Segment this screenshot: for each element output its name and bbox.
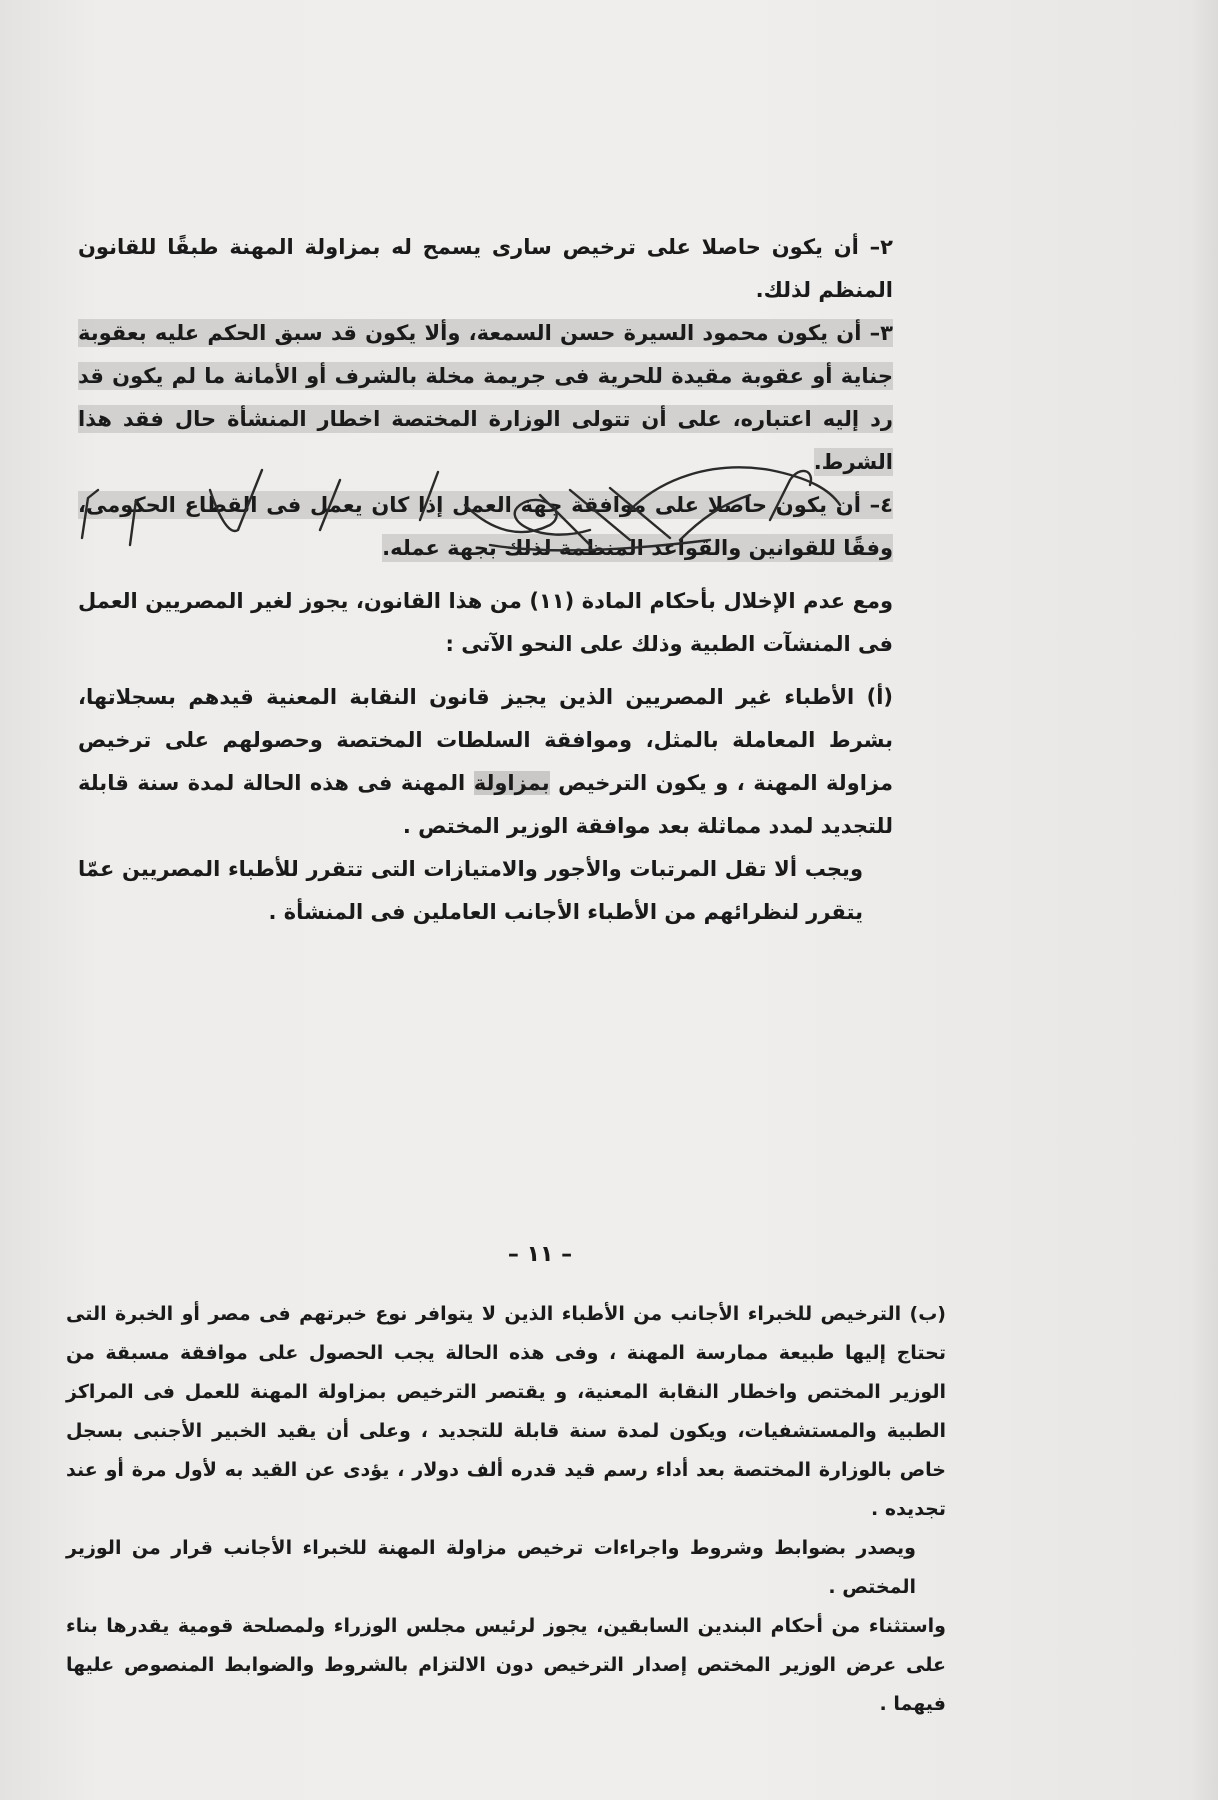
highlighted-word: بمزاولة bbox=[473, 771, 550, 795]
page-number: – ١١ – bbox=[507, 1242, 573, 1267]
regulations-paragraph bbox=[66, 1529, 946, 1607]
point-b-text: (ب) الترخيص للخبراء الأجانب من الأطباء الذين لا يتوافر نوع خبرتهم فى مصر أو الخبرة التى تحتاج إليها طبيعة ممارسة المهنة ، وفى هذه الحالة يجب الحصول على موافقة مسبقة من الوزير المختص واخطار النقابة المعنية، و يقتصر الترخيص بمزاولة المهنة للعمل فى المراكز الطبية والمستشفيات، ويكون لمدة سنة قابلة للتجديد ، وعلى أن يقيد الخبير الأجنبى بسجل خاص بالوزارة المختصة بعد أداء رسم قيد قدره ألف دولار ، يؤدى عن القيد به لأول مرة أو عند تجديده . bbox=[66, 1303, 946, 1520]
point-a-text-part1: (أ) الأطباء غير المصريين الذين يجيز قانون النقابة المعنية قيدهم بسجلاتها، بشرط المعاملة بالمثل، وموافقة السلطات المختصة وحصولهم على ترخيص مزاولة المهنة ، و يكون الترخيص bbox=[78, 685, 893, 795]
foreigners-intro-paragraph bbox=[78, 580, 893, 666]
exception-text: واستثناء من أحكام البندين السابقين، يجوز لرئيس مجلس الوزراء ولمصلحة قومية يقدرها بناء على عرض الوزير المختص إصدار الترخيص دون الالتزام بالشروط والضوابط المنصوص عليها فيهما . bbox=[66, 1615, 946, 1715]
regulations-text: ويصدر بضوابط وشروط واجراءات ترخيص مزاولة المهنة للخبراء الأجانب قرار من الوزير المختص . bbox=[66, 1537, 916, 1598]
wages-text: ويجب ألا تقل المرتبات والأجور والامتيازات التى تتقرر للأطباء المصريين عمّا يتقرر لنظرائهم من الأطباء الأجانب العاملين فى المنشأة . bbox=[78, 857, 863, 924]
bottom-text-section bbox=[66, 1295, 946, 1724]
condition-item-2-text: ٢– أن يكون حاصلا على ترخيص سارى يسمح له بمزاولة المهنة طبقًا للقانون المنظم لذلك. bbox=[78, 235, 893, 302]
page-edge-shadow bbox=[1188, 0, 1218, 1800]
condition-item-2 bbox=[78, 226, 893, 312]
point-b-paragraph bbox=[66, 1295, 946, 1529]
condition-item-3 bbox=[78, 312, 893, 484]
point-a-paragraph bbox=[78, 676, 893, 848]
exception-paragraph bbox=[66, 1607, 946, 1724]
wages-paragraph bbox=[78, 848, 893, 934]
condition-item-4 bbox=[78, 484, 893, 570]
condition-item-3-text: ٣– أن يكون محمود السيرة حسن السمعة، وألا يكون قد سبق الحكم عليه بعقوبة جناية أو عقوبة مقيدة للحرية فى جريمة مخلة بالشرف أو الأمانة ما لم يكون قد رد إليه اعتباره، على أن تتولى الوزارة المختصة اخطار المنشأة حال فقد هذا الشرط. bbox=[78, 321, 893, 474]
top-text-section bbox=[78, 226, 893, 934]
foreigners-intro-text: ومع عدم الإخلال بأحكام المادة (١١) من هذا القانون، يجوز لغير المصريين العمل فى المنشآت الطبية وذلك على النحو الآتى : bbox=[78, 589, 894, 656]
condition-item-4-text: ٤– أن يكون حاصلا على موافقة جهة العمل إذا كان يعمل فى القطاع الحكومى، وفقًا للقوانين والقواعد المنظمة لذلك بجهة عمله. bbox=[78, 493, 893, 560]
point-a-text-part2: المهنة فى هذه الحالة لمدة سنة قابلة للتجديد لمدد مماثلة بعد موافقة الوزير المختص . bbox=[78, 771, 893, 838]
